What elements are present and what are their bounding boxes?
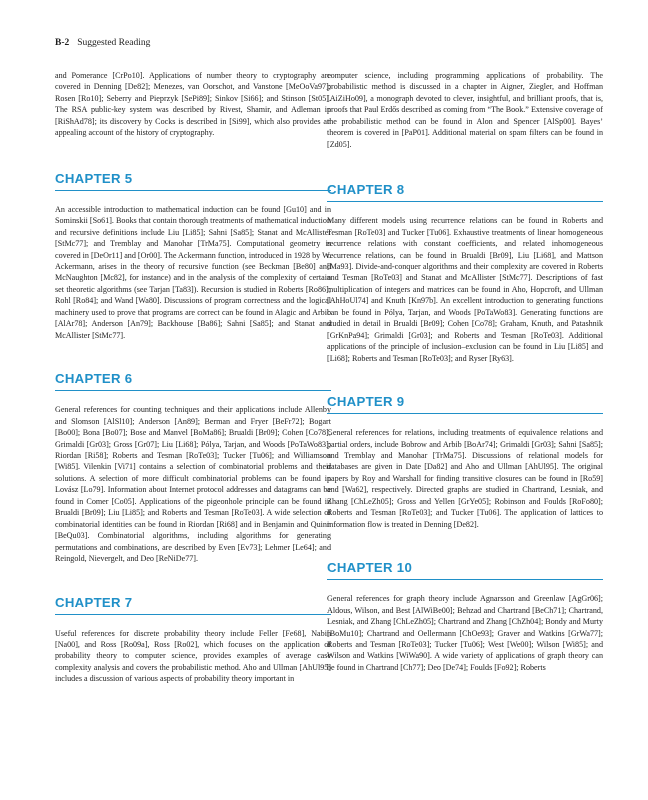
running-title: Suggested Reading xyxy=(77,38,151,48)
chapter-7-text: Useful references for discrete probability theory include Feller [Fe68], Nabin [Na00], and Ross [Ro09a], Ross [Ro02], which focuses on the application of probability theory to computer science, provides examples of average case complexity analysis and covers the probabilistic method. Aho and Ullman [AhUl95] includes a discussion of various aspects of probability theory important in xyxy=(55,628,331,684)
chapter-6-heading: CHAPTER 6 xyxy=(55,371,331,391)
chapter-8-heading: CHAPTER 8 xyxy=(327,182,603,202)
running-header xyxy=(55,38,150,48)
left-intro-paragraph: and Pomerance [CrPo10]. Applications of number theory to cryptography are covered in Denning [De82]; Menezes, van Oorschot, and Vanstone [MeOoVa97]; Rosen [Ro10]; Seberry and Pieprzyk [SePi89]; Sinkov [Si66]; and Stinson [St05]. The RSA public-key system was described by Rivest, Shamir, and Adleman in [RiShAd78]; its discovery by Cocks is described in [Si99], which also provides an appealing account of the history of cryptography. xyxy=(55,71,331,138)
chapter-9-text: General references for relations, including treatments of equivalence relations and partial orders, include Bobrow and Arbib [BoAr74]; Grimaldi [Gr03]; Sahni [Sa85]; and Tremblay and Manohar [TrMa75]. Discussions of relational models for databases are given in Date [Da82] and Aho and Ullman [AhUl95]. The original papers by Roy and Warshall for finding transitive closures can be found in [Ro59] and [Wa62], respectively. Directed graphs are studied in Chartrand, Lesniak, and Zhang [ChLeZh05]; Gross and Yellen [GrYe05]; Robinson and Foulds [RoFo80]; Roberts and Tesman [RoTe03]; and Tucker [Tu06]. The application of lattices to information flow is treated in Denning [De82]. xyxy=(327,428,603,529)
left-column xyxy=(55,70,331,685)
chapter-10-text: General references for graph theory include Agnarsson and Greenlaw [AgGr06]; Aldous, Wilson, and Best [AlWiBe00]; Behzad and Chartrand [BeCh71]; Chartrand, Lesniak, and Zhang [ChLeZh05]; Chartrand and Zhang [ChZh04]; Bondy and Murty [BoMu10]; Chartrand and Oellermann [ChOe93]; Graver and Watkins [GrWa77]; Roberts and Tesman [RoTe03]; Tucker [Tu06]; West [We00]; Wilson [Wi85]; and Wilson and Watkins [WiWa90]. A wide variety of applications of graph theory can be found in Chartrand [Ch77]; Deo [De74]; Foulds [Fo92]; Roberts xyxy=(327,594,603,672)
chapter-5-heading: CHAPTER 5 xyxy=(55,171,331,191)
chapter-8-text: Many different models using recurrence relations can be found in Roberts and Tesman [RoTe03] and Tucker [Tu06]. Exhaustive treatments of linear homogeneous recurrence relations with constant coefficients, and related inhomogeneous recurrence relations, can be found in Brualdi [Br09], Liu [Li68], and Mattson [Ma93]. Divide-and-conquer algorithms and their complexity are covered in Roberts and Tesman [RoTe03] and Stanat and McAllister [StMc77]. Descriptions of fast multiplication of integers and matrices can be found in Aho, Hopcroft, and Ullman [AhHoUl74] and Knuth [Kn97b]. An excellent introduction to generating functions can be found in Pólya, Tarjan, and Woods [PoTaWo83]. Generating functions are studied in detail in Brualdi [Br09]; Cohen [Co78]; Graham, Knuth, and Patashnik [GrKnPa94]; Grimaldi [Gr03]; and Roberts and Tesman [RoTe03]. Additional applications of the principle of inclusion–exclusion can be found in Liu [Li85] and [Li68]; Roberts and Tesman [RoTe03]; and Ryser [Ry63]. xyxy=(327,216,603,363)
chapter-9-heading: CHAPTER 9 xyxy=(327,394,603,414)
chapter-7-heading: CHAPTER 7 xyxy=(55,595,331,615)
right-intro-paragraph: computer science, including programming applications of probability. The probabilistic method is discussed in a chapter in Aigner, Ziegler, and Hoffman [AiZiHo09], a monograph devoted to clever, insightful, and brilliant proofs, that is, proofs that Paul Erdős described as coming from “The Book.” Extensive coverage of the probabilistic method can be found in Alon and Spencer [AlSp00]. Bayes’ theorem is covered in [PaP01]. Additional material on spam filters can be found in [Zd05]. xyxy=(327,71,603,149)
page-number: B-2 xyxy=(55,38,70,48)
right-column xyxy=(327,70,603,673)
chapter-5-text: An accessible introduction to mathematical induction can be found [Gu10] and in Sominskii [So61]. Books that contain thorough treatments of mathematical induction and recursive definitions include Liu [Li85]; Sahni [Sa85]; Stanat and McAllister [StMc77]; and Tremblay and Manohar [TrMa75]. Computational geometry is covered in [DeOr11] and [Or00]. The Ackermann function, introduced in 1928 by W. Ackermann, arises in the theory of recursive function (see Beckman [Be80] and McNaughton [Mc82], for instance) and in the analysis of the complexity of certain set theoretic algorithms (see Tarjan [Ta83]). Recursion is studied in Roberts [Ro86]; Rohl [Ro84]; and Wand [Wa80]. Discussions of program correctness and the logical machinery used to prove that programs are correct can be found in Alagic and Arbib [AlAr78]; Anderson [An79]; Backhouse [Ba86]; Sahni [Sa85]; and Stanat and McAllister [StMc77]. xyxy=(55,204,331,340)
chapter-6-text: General references for counting techniques and their applications include Allenby and Slomson [AlSl10]; Anderson [An89]; Berman and Fryer [BeFr72]; Bogart [Bo00]; Bona [Bo07]; Bose and Manvel [BoMa86]; Brualdi [Br09]; Cohen [Co78]; Grimaldi [Gr03]; Gross [Gr07]; Liu [Li68]; Pólya, Tarjan, and Woods [PoTaWo83]; Riordan [Ri58]; Roberts and Tesman [RoTe03]; Tucker [Tu06]; and Williamson [Wi85]. Vilenkin [Vi71] contains a selection of combinatorial problems and their solutions. A selection of more difficult combinatorial problems can be found in Lovász [Lo79]. Information about Internet protocol addresses and datagrams can be found in Comer [Co05]. Applications of the pigeonhole principle can be found in Brualdi [Br09]; Liu [Li85]; and Roberts and Tesman [RoTe03]. A wide selection of combinatorial identities can be found in Riordan [Ri68] and in Benjamin and Quinn [BeQu03]. Combinatorial algorithms, including algorithms for generating permutations and combinations, are described by Even [Ev73]; Lehmer [Le64]; and Reingold, Nievergelt, and Deo [ReNiDe77]. xyxy=(55,405,331,564)
chapter-10-heading: CHAPTER 10 xyxy=(327,560,603,580)
